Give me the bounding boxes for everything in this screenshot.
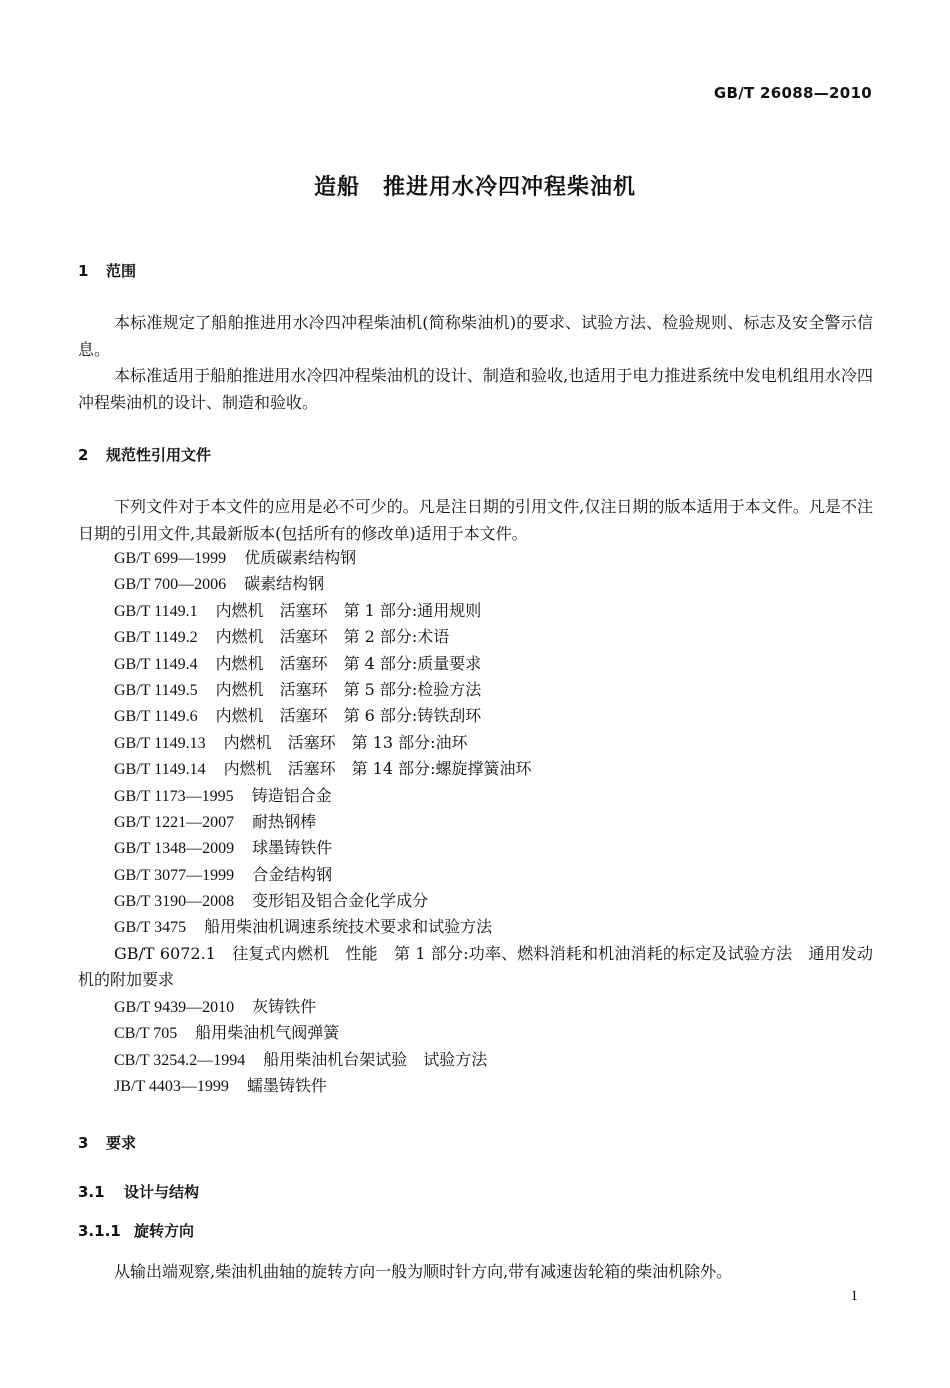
- reference-code: CB/T 3254.2—1994: [114, 1051, 246, 1069]
- reference-title: 内燃机 活塞环 第 6 部分:铸铁刮环: [215, 706, 482, 726]
- reference-code: GB/T 1221—2007: [114, 813, 235, 831]
- reference-code: GB/T 1149.5: [114, 681, 198, 699]
- reference-code: GB/T 1348—2009: [114, 840, 235, 858]
- reference-code: JB/T 4403—1999: [114, 1078, 229, 1096]
- scope-paragraph-2: 本标准适用于船舶推进用水冷四冲程柴油机的设计、制造和验收,也适用于电力推进系统中发电机组用水冷四冲程柴油机的设计、制造和验收。: [78, 366, 873, 412]
- reference-title: 铸造铝合金: [251, 785, 332, 805]
- reference-list: [114, 545, 532, 941]
- reference-item: [114, 703, 532, 729]
- reference-title: 内燃机 活塞环 第 2 部分:术语: [215, 627, 450, 647]
- reference-title: 蠕墨铸铁件: [246, 1076, 327, 1096]
- reference-title: 合金结构钢: [252, 864, 333, 884]
- reference-title: 灰铸铁件: [252, 997, 317, 1016]
- reference-title: 碳素结构钢: [244, 574, 325, 594]
- reference-code: GB/T 9439—2010: [114, 999, 235, 1016]
- reference-item: [114, 1047, 487, 1073]
- section-title: 规范性引用文件: [106, 446, 212, 464]
- reference-code: CB/T 705: [114, 1025, 178, 1043]
- reference-item: [114, 809, 532, 835]
- scope-paragraph-1: 本标准规定了船舶推进用水冷四冲程柴油机(简称柴油机)的要求、试验方法、检验规则、标志及安全警示信息。: [78, 313, 873, 359]
- section-2-heading: [78, 444, 211, 465]
- reference-item: [114, 756, 532, 782]
- reference-item: [114, 598, 532, 624]
- reference-code: GB/T 700—2006: [114, 576, 227, 594]
- reference-title: 船用柴油机调速系统技术要求和试验方法: [204, 917, 493, 937]
- reference-title: 内燃机 活塞环 第 14 部分:螺旋撑簧油环: [223, 759, 532, 779]
- section-number: 3.1.1: [78, 1222, 121, 1240]
- reference-code: GB/T 1149.2: [114, 629, 198, 647]
- section-title: 要求: [106, 1134, 137, 1152]
- reference-code: GB/T 1149.6: [114, 708, 198, 726]
- reference-code: GB/T 1149.14: [114, 761, 206, 779]
- reference-title: 内燃机 活塞环 第 4 部分:质量要求: [215, 653, 482, 673]
- reference-title: 内燃机 活塞环 第 5 部分:检验方法: [215, 679, 482, 699]
- reference-title: 球墨铸铁件: [252, 838, 333, 858]
- reference-title: 内燃机 活塞环 第 1 部分:通用规则: [215, 600, 482, 620]
- reference-item: [114, 994, 487, 1020]
- reference-title: 变形铝及铝合金化学成分: [252, 891, 429, 911]
- reference-code: GB/T 3077—1999: [114, 866, 235, 884]
- section-title: 设计与结构: [124, 1183, 200, 1201]
- reference-item: [114, 1073, 487, 1099]
- reference-title: 船用柴油机气阀弹簧: [195, 1023, 340, 1043]
- standard-code: GB/T 26088—2010: [713, 84, 872, 102]
- section-3-1-heading: [78, 1181, 199, 1202]
- reference-code: GB/T 1173—1995: [114, 787, 234, 805]
- section-title: 范围: [106, 262, 137, 280]
- reference-title: 船用柴油机台架试验 试验方法: [263, 1049, 488, 1069]
- reference-item: [114, 571, 532, 597]
- reference-code: GB/T 1149.1: [114, 602, 198, 620]
- reference-item: [114, 1020, 487, 1046]
- section-number: 3: [78, 1134, 89, 1152]
- reference-item: [114, 888, 532, 914]
- section-number: 3.1: [78, 1183, 105, 1201]
- reference-title: 优质碳素结构钢: [244, 548, 357, 567]
- reference-item: [114, 677, 532, 703]
- reference-code: GB/T 1149.4: [114, 655, 198, 673]
- reference-code: GB/T 3190—2008: [114, 893, 235, 911]
- document-title: 造船 推进用水冷四冲程柴油机: [313, 175, 636, 200]
- reference-code: GB/T 1149.13: [114, 734, 206, 752]
- reference-item: [114, 651, 532, 677]
- rotation-direction-paragraph: 从输出端观察,柴油机曲轴的旋转方向一般为顺时针方向,带有减速齿轮箱的柴油机除外。: [114, 1262, 733, 1281]
- reference-title: 内燃机 活塞环 第 13 部分:油环: [223, 732, 468, 752]
- normative-intro-paragraph: 下列文件对于本文件的应用是必不可少的。凡是注日期的引用文件,仅注日期的版本适用于本文件。凡是不注日期的引用文件,其最新版本(包括所有的修改单)适用于本文件。: [78, 497, 873, 543]
- reference-code: GB/T 699—1999: [114, 550, 227, 567]
- section-number: 2: [78, 446, 89, 464]
- reference-title: 耐热钢棒: [252, 811, 317, 831]
- section-number: 1: [78, 262, 89, 280]
- section-1-heading: [78, 260, 136, 281]
- section-title: 旋转方向: [134, 1222, 195, 1240]
- section-3-1-1-heading: [78, 1220, 194, 1241]
- reference-item: [114, 624, 532, 650]
- reference-item-long: GB/T 6072.1 往复式内燃机 性能 第 1 部分:功率、燃料消耗和机油消耗的标定及试验方法 通用发动机的附加要求: [78, 944, 873, 990]
- reference-code: GB/T 3475: [114, 919, 187, 937]
- section-3-heading: [78, 1132, 136, 1153]
- reference-item: [114, 862, 532, 888]
- reference-item: [114, 545, 532, 571]
- reference-item: [114, 835, 532, 861]
- reference-item: [114, 783, 532, 809]
- reference-item: [114, 914, 532, 940]
- reference-list-continued: [114, 994, 487, 1100]
- reference-item: [114, 730, 532, 756]
- page-number: 1: [850, 1288, 858, 1304]
